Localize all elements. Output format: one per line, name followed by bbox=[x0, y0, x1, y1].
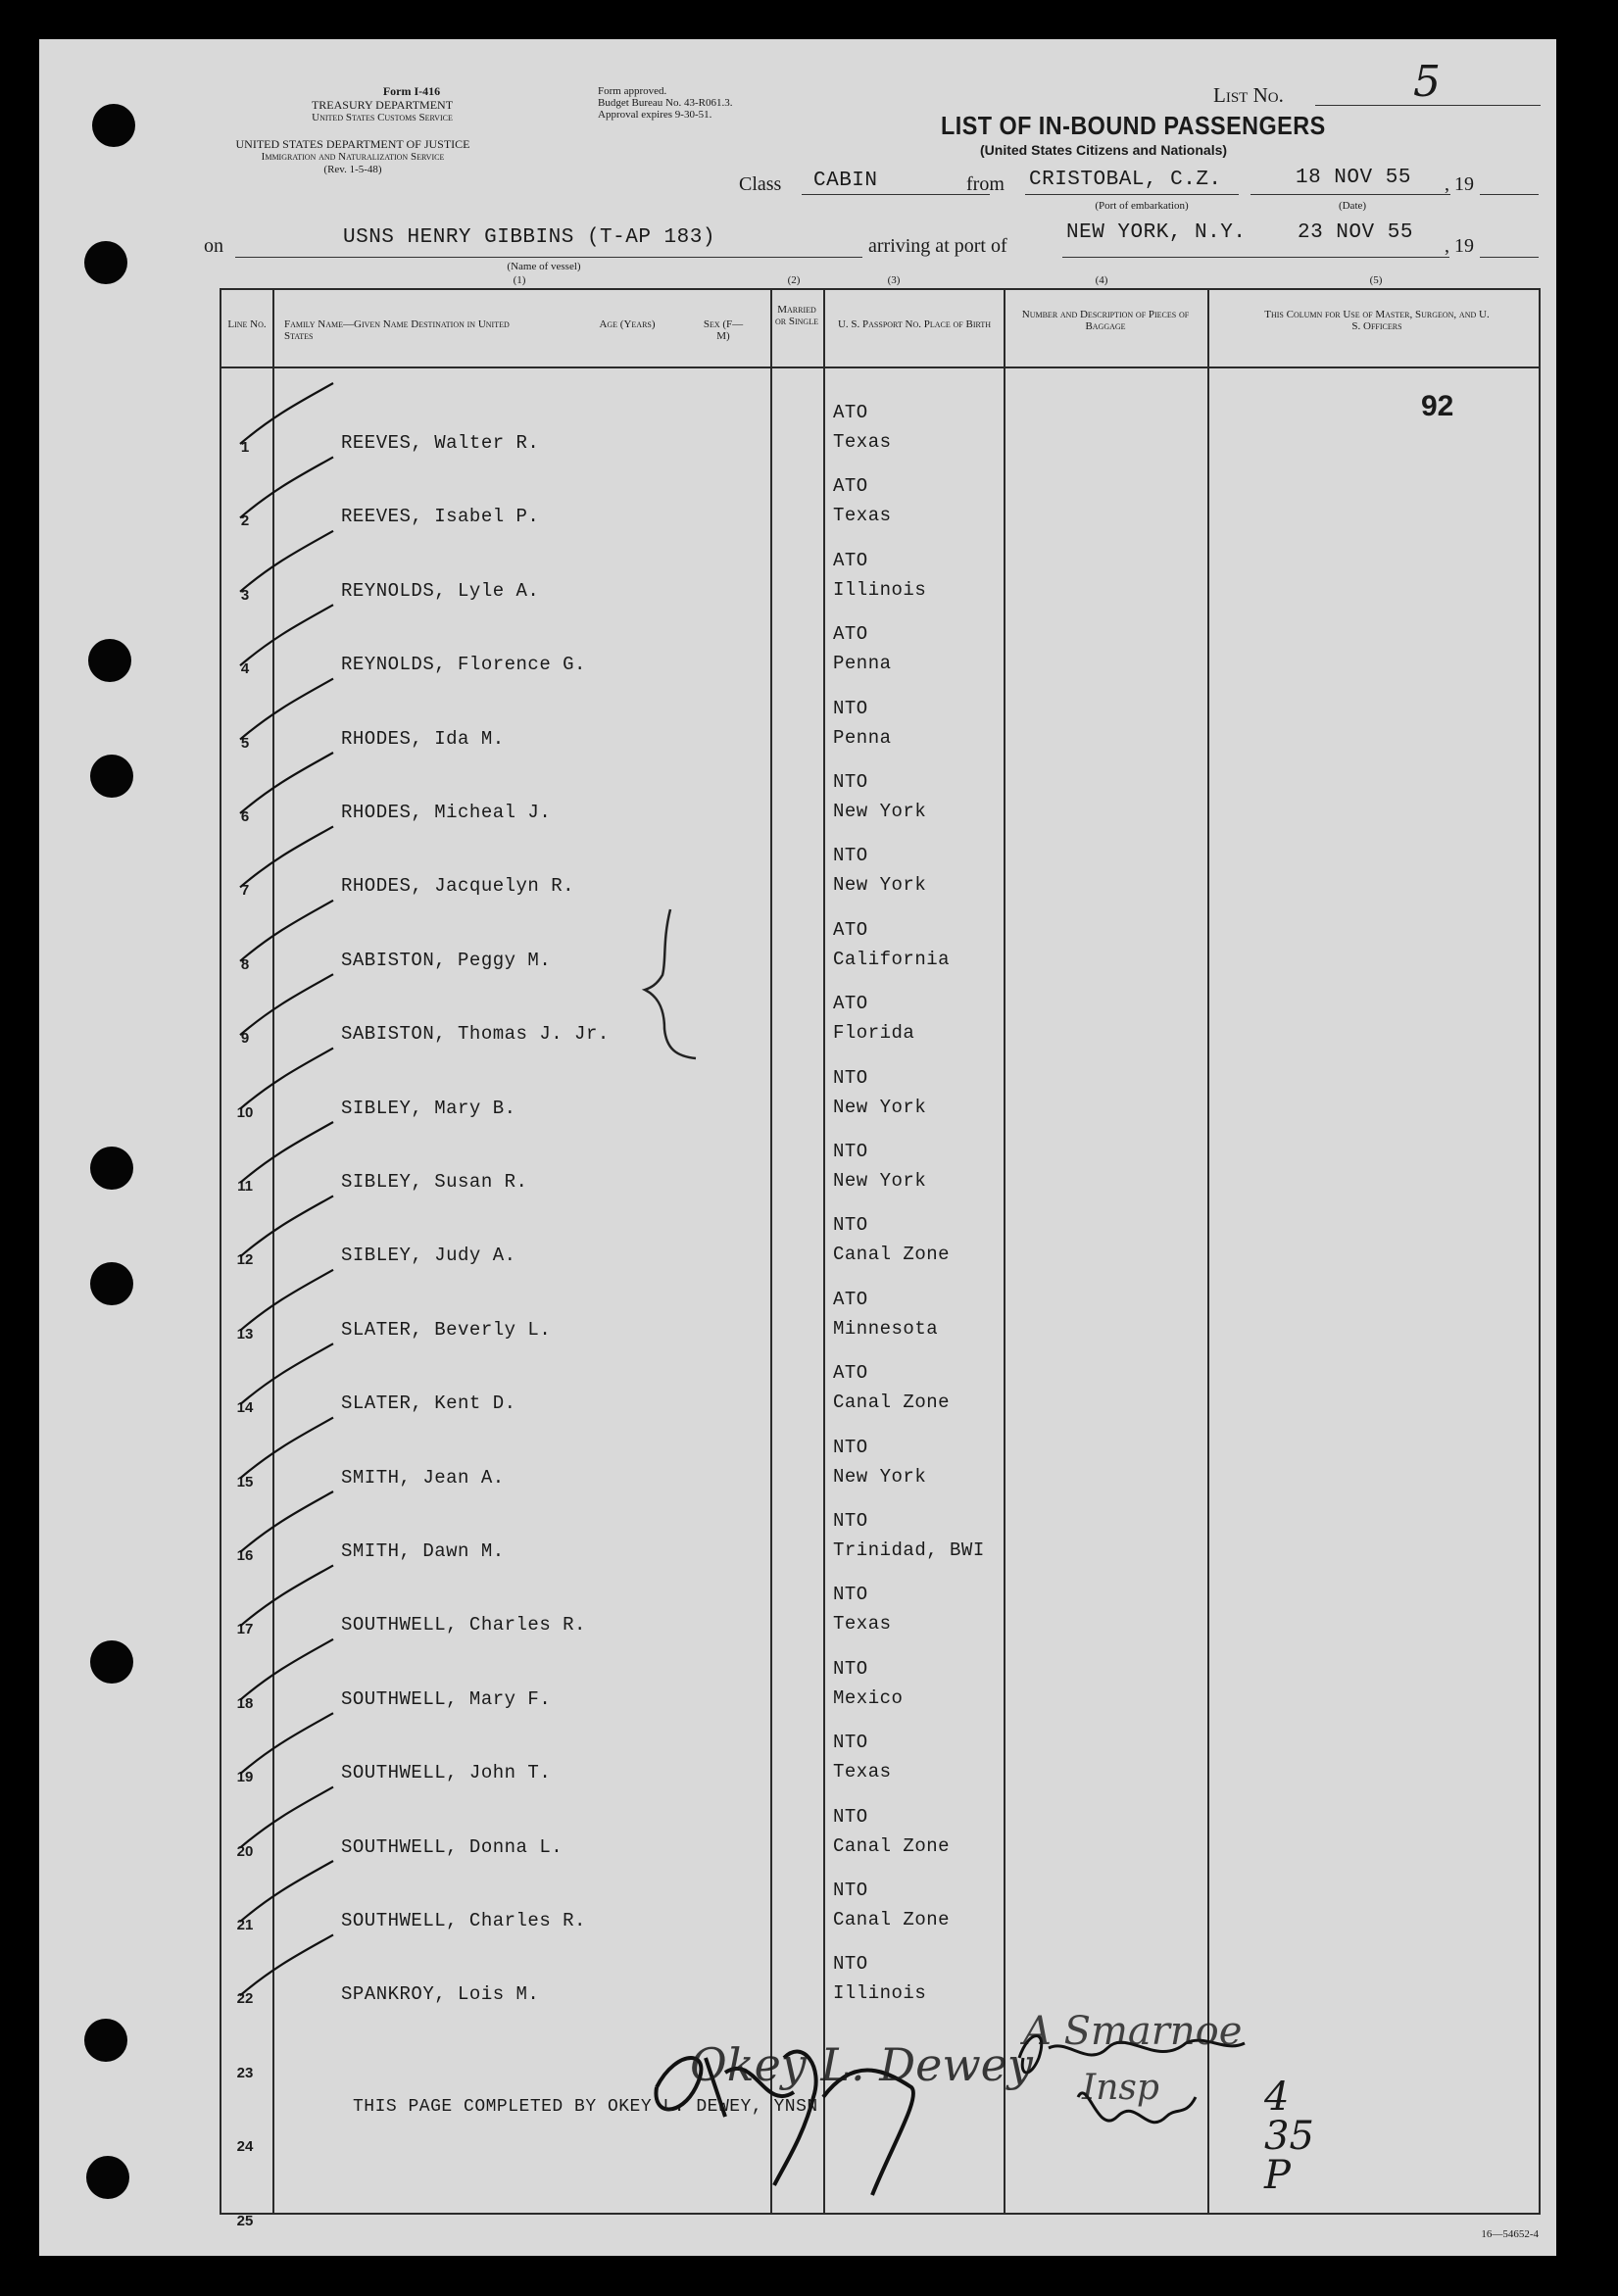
passport-code: NTO bbox=[833, 1066, 868, 1089]
signature: Okey L. Dewey bbox=[690, 2038, 1033, 2091]
col-header-sex: Sex (F—M) bbox=[703, 318, 744, 342]
line-number: 5 bbox=[240, 734, 250, 752]
place-of-birth: Texas bbox=[833, 1761, 892, 1783]
passport-code: NTO bbox=[833, 1953, 868, 1976]
check-mark bbox=[240, 1343, 333, 1404]
check-mark bbox=[240, 1861, 333, 1922]
passport-code: NTO bbox=[833, 697, 868, 719]
passenger-name: REEVES, Isabel P. bbox=[341, 506, 540, 528]
passenger-name: SLATER, Kent D. bbox=[341, 1392, 516, 1415]
col-num-5: (5) bbox=[1369, 274, 1383, 286]
place-of-birth: Trinidad, BWI bbox=[833, 1539, 985, 1561]
place-of-birth: Penna bbox=[833, 726, 892, 749]
line-number: 8 bbox=[240, 955, 250, 973]
place-of-birth: New York bbox=[833, 874, 927, 897]
document-page bbox=[39, 39, 1556, 2256]
line-number: 6 bbox=[240, 808, 250, 825]
page-subtitle: (United States Citizens and Nationals) bbox=[980, 142, 1228, 158]
check-mark bbox=[240, 826, 333, 887]
check-mark bbox=[240, 1122, 333, 1183]
completion-text: THIS PAGE COMPLETED BY OKEY L. DEWEY, YNSN bbox=[353, 2097, 818, 2117]
line-number: 14 bbox=[236, 1399, 254, 1417]
passport-code: NTO bbox=[833, 1584, 868, 1606]
check-mark bbox=[240, 753, 333, 813]
inspector-title: Insp bbox=[1082, 2068, 1159, 2108]
passenger-name: RHODES, Jacquelyn R. bbox=[341, 875, 575, 898]
passenger-name: REYNOLDS, Florence G. bbox=[341, 654, 586, 676]
form-approved: Form approved. bbox=[598, 85, 667, 97]
place-of-birth: Florida bbox=[833, 1022, 915, 1045]
passport-code: NTO bbox=[833, 845, 868, 867]
col-header-baggage: Number and Description of Pieces of Baggage bbox=[1021, 309, 1190, 332]
passenger-name: REEVES, Walter R. bbox=[341, 432, 540, 454]
line-number: 13 bbox=[236, 1325, 254, 1343]
vessel-caption: (Name of vessel) bbox=[507, 261, 581, 272]
col-num-1: (1) bbox=[513, 274, 526, 286]
line-number: 25 bbox=[236, 2212, 254, 2229]
line-number: 3 bbox=[240, 586, 250, 604]
passport-code: NTO bbox=[833, 1805, 868, 1828]
ins-service: Immigration and Naturalization Service bbox=[261, 151, 445, 163]
passport-code: ATO bbox=[833, 549, 868, 571]
customs-service: United States Customs Service bbox=[312, 112, 453, 123]
year-suffix: , 19 bbox=[1445, 173, 1474, 195]
place-of-birth: New York bbox=[833, 1465, 927, 1488]
col-header-age: Age (Years) bbox=[599, 318, 656, 330]
line-number: 16 bbox=[236, 1547, 254, 1564]
passport-code: NTO bbox=[833, 1657, 868, 1680]
footer-code: 16—54652-4 bbox=[1481, 2228, 1539, 2240]
line-number: 1 bbox=[240, 439, 250, 456]
list-no-value: 5 bbox=[1413, 57, 1441, 107]
line-number: 21 bbox=[236, 1917, 254, 1933]
place-of-birth: Penna bbox=[833, 653, 892, 675]
passport-code: NTO bbox=[833, 1732, 868, 1754]
line-number: 9 bbox=[240, 1030, 250, 1048]
passport-code: ATO bbox=[833, 1362, 868, 1385]
passport-code: ATO bbox=[833, 993, 868, 1015]
port-value: CRISTOBAL, C.Z. bbox=[1029, 169, 1222, 191]
check-mark bbox=[240, 383, 333, 444]
passport-code: NTO bbox=[833, 1436, 868, 1458]
port-caption: (Port of embarkation) bbox=[1095, 200, 1189, 212]
line-number: 18 bbox=[236, 1694, 254, 1712]
passenger-name: SABISTON, Peggy M. bbox=[341, 949, 552, 971]
check-mark bbox=[240, 531, 333, 592]
form-number: Form I-416 bbox=[382, 84, 441, 98]
line-number: 19 bbox=[236, 1769, 254, 1786]
passenger-name: SABISTON, Thomas J. Jr. bbox=[341, 1023, 610, 1046]
passenger-name: SIBLEY, Mary B. bbox=[341, 1097, 516, 1119]
place-of-birth: New York bbox=[833, 801, 927, 822]
justice-dept: UNITED STATES DEPARTMENT OF JUSTICE bbox=[235, 137, 470, 151]
passenger-name: SLATER, Beverly L. bbox=[341, 1318, 552, 1341]
officer-note: 92 bbox=[1421, 390, 1454, 422]
passenger-name: SOUTHWELL, Charles R. bbox=[341, 1614, 586, 1637]
place-of-birth: Illinois bbox=[833, 1982, 927, 2005]
passport-code: NTO bbox=[833, 1510, 868, 1532]
line-number: 10 bbox=[236, 1103, 254, 1121]
place-of-birth: New York bbox=[833, 1170, 927, 1192]
passport-code: ATO bbox=[833, 402, 868, 423]
line-number: 22 bbox=[236, 1990, 254, 2008]
bracket-mark bbox=[645, 909, 696, 1058]
line-number: 4 bbox=[240, 660, 250, 678]
passport-code: NTO bbox=[833, 771, 868, 793]
date-caption: (Date) bbox=[1338, 200, 1367, 212]
col-num-3: (3) bbox=[887, 274, 901, 286]
approval-expires: Approval expires 9-30-51. bbox=[598, 109, 712, 121]
annotation-marks bbox=[39, 39, 1556, 2256]
time-note: 4 35 P bbox=[1264, 2075, 1314, 2198]
passport-code: ATO bbox=[833, 918, 868, 941]
place-of-birth: Texas bbox=[833, 505, 892, 527]
passenger-name: SOUTHWELL, Donna L. bbox=[341, 1835, 564, 1858]
budget-bureau: Budget Bureau No. 43-R061.3. bbox=[598, 97, 733, 109]
passport-code: ATO bbox=[833, 1288, 868, 1310]
check-mark bbox=[240, 901, 333, 961]
place-of-birth: Canal Zone bbox=[833, 1909, 951, 1930]
passenger-name: SPANKROY, Lois M. bbox=[341, 1983, 540, 2006]
passenger-name: SIBLEY, Susan R. bbox=[341, 1171, 528, 1193]
passport-code: NTO bbox=[833, 1214, 868, 1237]
line-number: 2 bbox=[240, 513, 250, 530]
list-no-label: List No. bbox=[1213, 83, 1284, 107]
check-mark bbox=[240, 1639, 333, 1700]
place-of-birth: Canal Zone bbox=[833, 1392, 951, 1414]
arrival-port-value: NEW YORK, N.Y. bbox=[1066, 221, 1247, 244]
class-value: CABIN bbox=[813, 170, 878, 192]
on-label: on bbox=[204, 235, 223, 257]
passenger-name: SOUTHWELL, Charles R. bbox=[341, 1910, 586, 1931]
line-number: 20 bbox=[236, 1842, 254, 1860]
line-number: 7 bbox=[240, 882, 250, 900]
passenger-name: SMITH, Jean A. bbox=[341, 1466, 505, 1489]
check-mark bbox=[240, 1934, 333, 1995]
page-title: LIST OF IN-BOUND PASSENGERS bbox=[941, 111, 1326, 140]
place-of-birth: New York bbox=[833, 1096, 927, 1118]
place-of-birth: California bbox=[833, 948, 951, 970]
place-of-birth: Illinois bbox=[833, 578, 927, 601]
col-header-passport: U. S. Passport No. Place of Birth bbox=[837, 318, 992, 330]
arrival-date-value: 23 NOV 55 bbox=[1298, 221, 1413, 244]
passport-code: NTO bbox=[833, 1880, 868, 1901]
col-num-4: (4) bbox=[1095, 274, 1108, 286]
passport-code: ATO bbox=[833, 623, 868, 646]
check-mark bbox=[240, 1418, 333, 1479]
line-number: 23 bbox=[236, 2064, 254, 2081]
check-mark bbox=[240, 1196, 333, 1256]
line-number: 15 bbox=[236, 1473, 254, 1490]
passenger-name: SOUTHWELL, Mary F. bbox=[341, 1687, 552, 1710]
passenger-name: RHODES, Micheal J. bbox=[341, 802, 552, 823]
col-header-married: Married or Single bbox=[775, 304, 818, 327]
from-label: from bbox=[966, 173, 1005, 195]
col-header-officers: This Column for Use of Master, Surgeon, and U. S. Officers bbox=[1264, 309, 1490, 332]
revision: (Rev. 1-5-48) bbox=[323, 164, 382, 175]
check-mark bbox=[240, 605, 333, 665]
treasury-dept: TREASURY DEPARTMENT bbox=[311, 98, 454, 112]
check-mark bbox=[240, 457, 333, 517]
passport-code: ATO bbox=[833, 475, 868, 498]
passenger-name: SIBLEY, Judy A. bbox=[341, 1245, 516, 1267]
line-number: 17 bbox=[236, 1621, 254, 1638]
inspector-signature: A Smarnoe bbox=[1023, 2009, 1243, 2054]
place-of-birth: Minnesota bbox=[833, 1317, 939, 1340]
check-mark bbox=[240, 1713, 333, 1774]
passenger-name: RHODES, Ida M. bbox=[341, 727, 505, 750]
place-of-birth: Texas bbox=[833, 1613, 892, 1636]
passenger-name: SOUTHWELL, John T. bbox=[341, 1762, 552, 1784]
line-number: 24 bbox=[236, 2138, 254, 2156]
class-label: Class bbox=[739, 173, 782, 195]
line-number: 12 bbox=[236, 1251, 254, 1269]
check-mark bbox=[240, 1270, 333, 1331]
arriving-label: arriving at port of bbox=[868, 235, 1007, 257]
col-header-line-no: Line No. bbox=[227, 318, 267, 330]
passenger-name: SMITH, Dawn M. bbox=[341, 1540, 505, 1562]
date-value: 18 NOV 55 bbox=[1296, 167, 1411, 189]
col-header-name: Family Name—Given Name Destination in United States bbox=[284, 318, 510, 342]
check-mark bbox=[240, 1787, 333, 1848]
check-mark bbox=[240, 1491, 333, 1552]
place-of-birth: Mexico bbox=[833, 1686, 904, 1709]
year-suffix-2: , 19 bbox=[1445, 235, 1474, 257]
passport-code: NTO bbox=[833, 1141, 868, 1162]
col-num-2: (2) bbox=[787, 274, 801, 286]
place-of-birth: Texas bbox=[833, 431, 892, 453]
check-mark bbox=[240, 1565, 333, 1626]
vessel-value: USNS HENRY GIBBINS (T-AP 183) bbox=[343, 226, 715, 249]
place-of-birth: Canal Zone bbox=[833, 1834, 951, 1857]
place-of-birth: Canal Zone bbox=[833, 1244, 951, 1266]
check-mark bbox=[240, 1049, 333, 1109]
line-number: 11 bbox=[237, 1178, 253, 1195]
check-mark bbox=[240, 974, 333, 1035]
passenger-name: REYNOLDS, Lyle A. bbox=[341, 579, 540, 602]
check-mark bbox=[240, 679, 333, 740]
